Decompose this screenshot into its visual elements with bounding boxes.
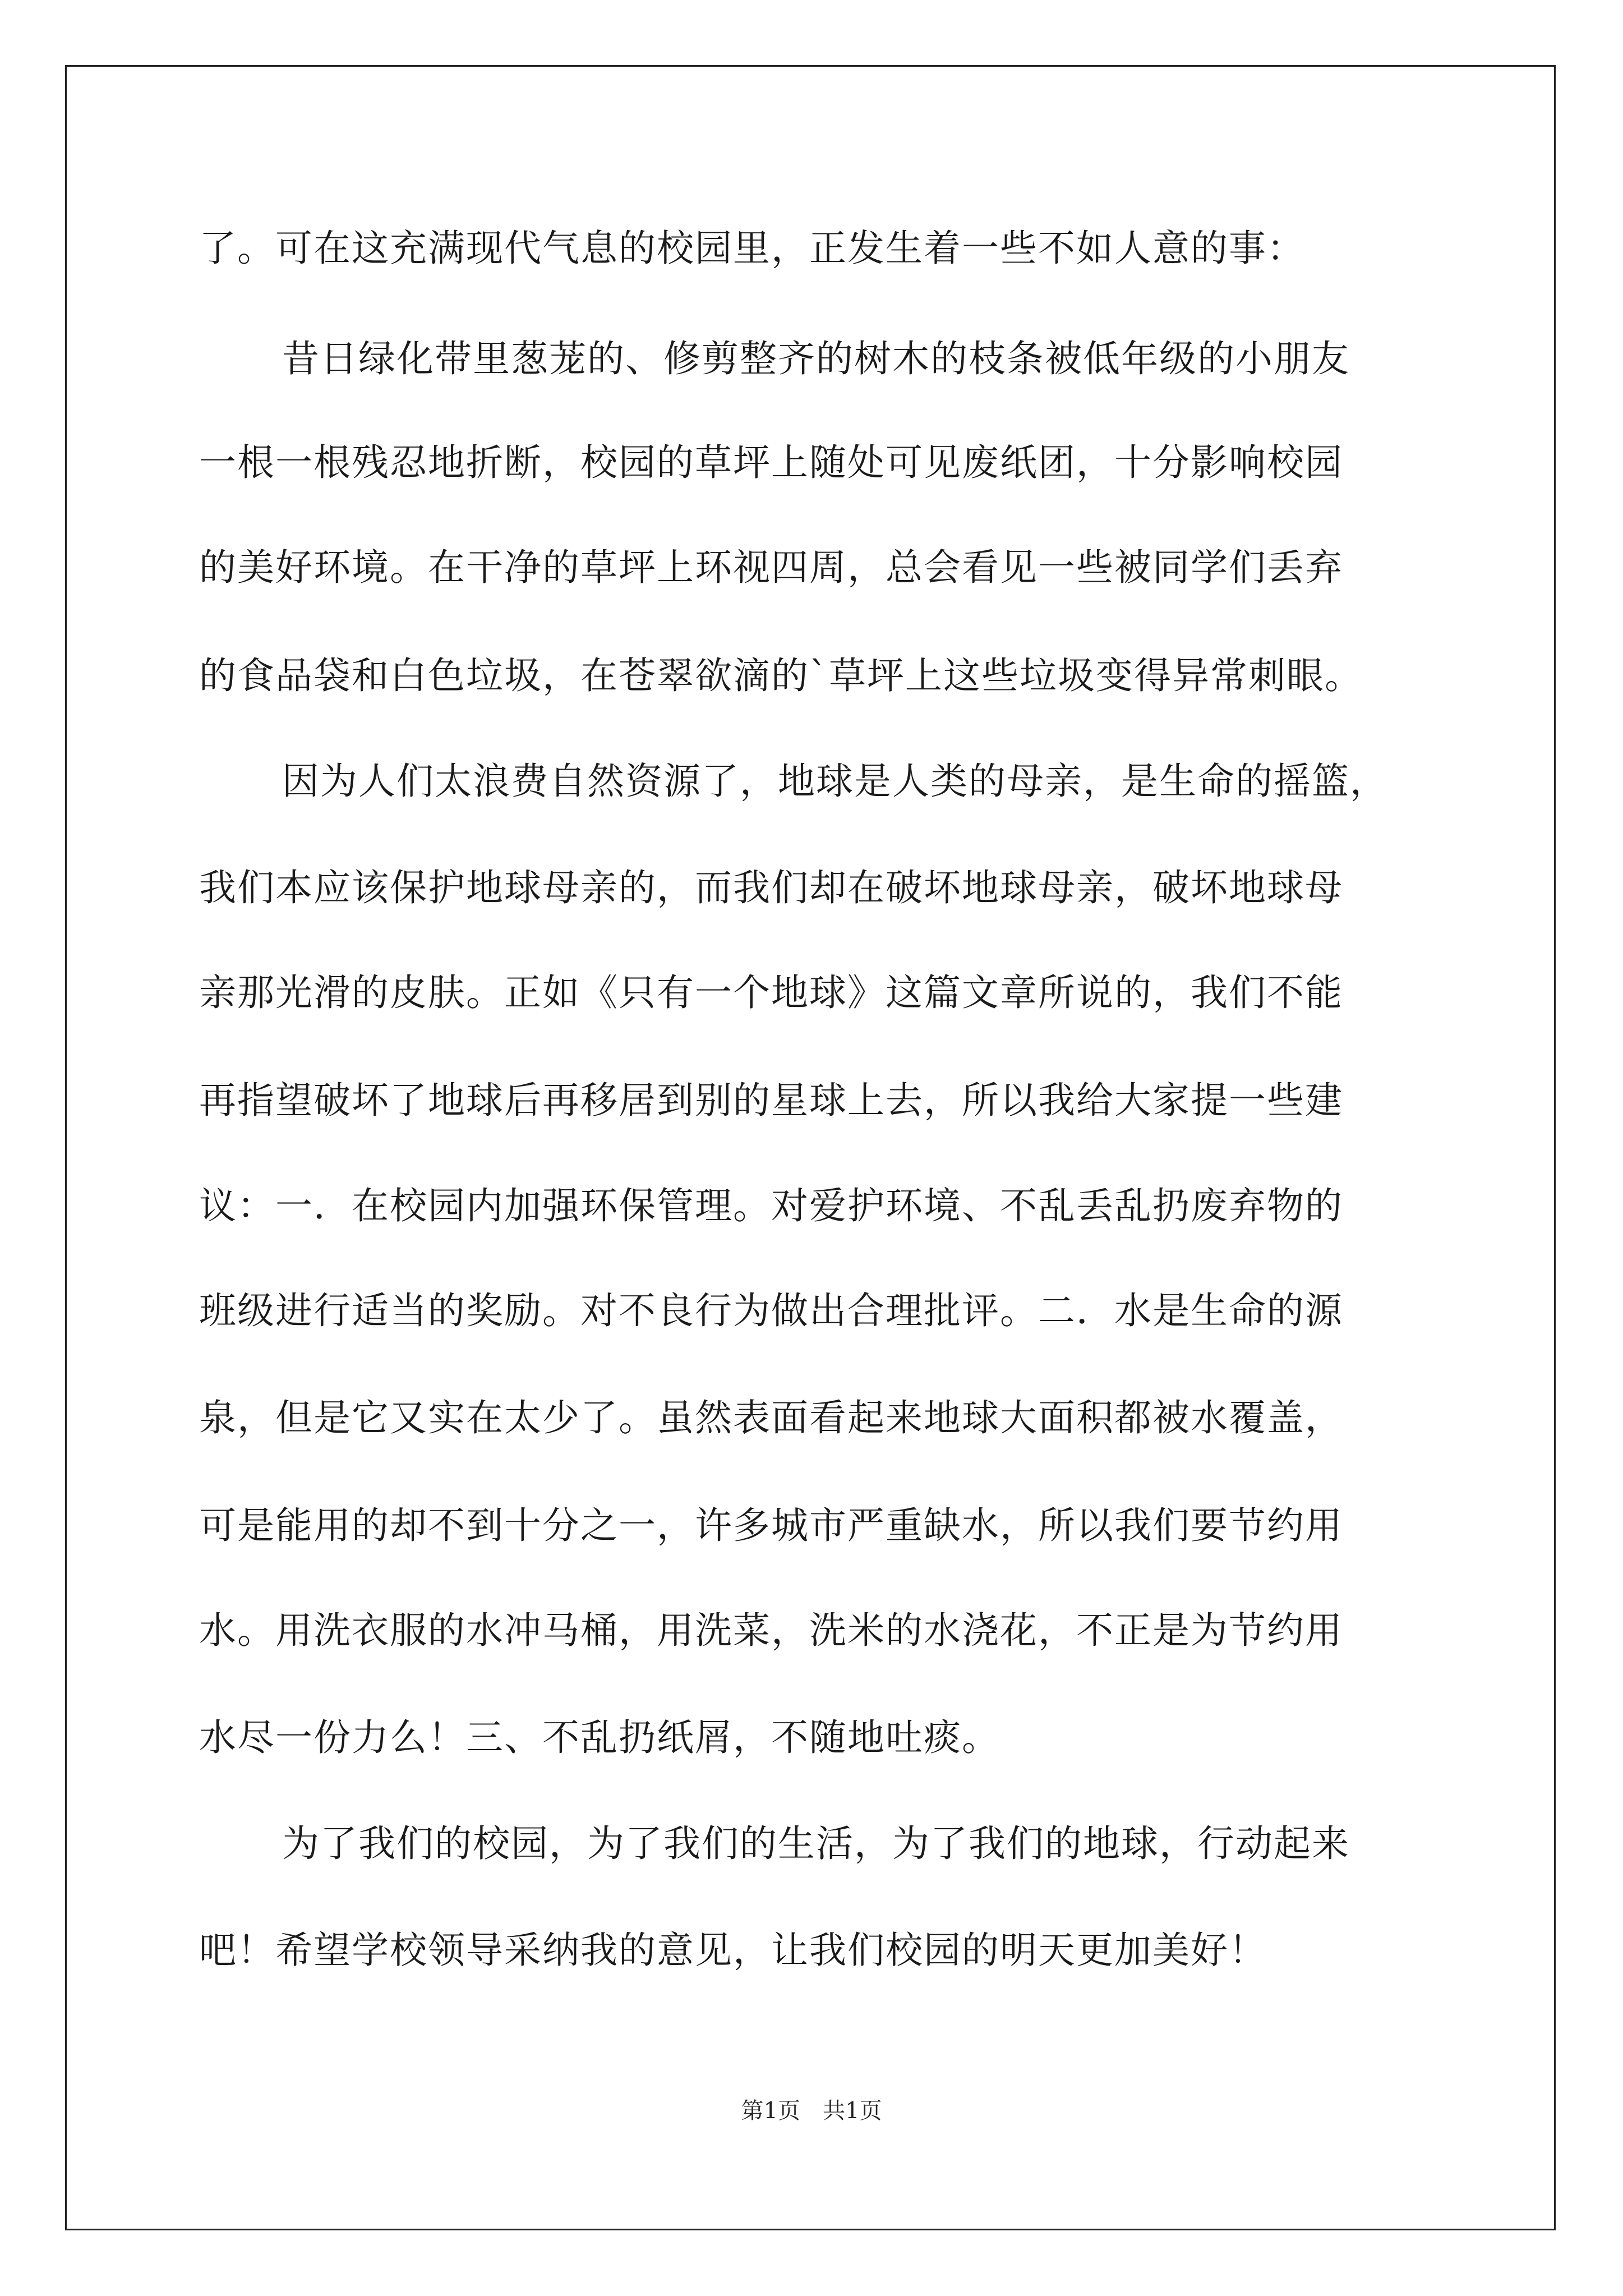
- text-line-17: 吧！希望学校领导采纳我的意见，让我们校园的明天更加美好！: [199, 1929, 1267, 1972]
- page-number-footer: 第1页 共1页: [741, 2098, 882, 2124]
- text-line-14: 水。用洗衣服的水冲马桶，用洗菜，洗米的水浇花，不正是为节约用: [199, 1609, 1343, 1652]
- text-line-11: 班级进行适当的奖励。对不良行为做出合理批评。二．水是生命的源: [199, 1289, 1343, 1332]
- text-line-10: 议：一．在校园内加强环保管理。对爱护环境、不乱丢乱扔废弃物的: [199, 1184, 1343, 1227]
- text-line-9: 再指望破坏了地球后再移居到别的星球上去，所以我给大家提一些建: [199, 1079, 1343, 1122]
- text-line-12: 泉，但是它又实在太少了。虽然表面看起来地球大面积都被水覆盖，: [199, 1396, 1343, 1439]
- text-line-8: 亲那光滑的皮肤。正如《只有一个地球》这篇文章所说的，我们不能: [199, 971, 1343, 1014]
- text-line-2: 昔日绿化带里葱茏的、修剪整齐的树木的枝条被低年级的小朋友: [282, 337, 1350, 380]
- text-line-4: 的美好环境。在干净的草坪上环视四周，总会看见一些被同学们丢弃: [199, 546, 1343, 589]
- text-line-16: 为了我们的校园，为了我们的生活，为了我们的地球，行动起来: [282, 1822, 1350, 1865]
- text-line-13: 可是能用的却不到十分之一，许多城市严重缺水，所以我们要节约用: [199, 1504, 1343, 1547]
- text-line-7: 我们本应该保护地球母亲的，而我们却在破坏地球母亲，破坏地球母: [199, 866, 1343, 909]
- text-line-6: 因为人们太浪费自然资源了，地球是人类的母亲，是生命的摇篮，: [282, 760, 1388, 803]
- text-line-3: 一根一根残忍地折断，校园的草坪上随处可见废纸团，十分影响校园: [199, 441, 1343, 484]
- text-line-1: 了。可在这充满现代气息的校园里，正发生着一些不如人意的事：: [199, 227, 1305, 270]
- page-frame: [65, 65, 1556, 2230]
- text-line-15: 水尽一份力么！三、不乱扔纸屑，不随地吐痰。: [199, 1716, 1000, 1759]
- text-line-5: 的食品袋和白色垃圾，在苍翠欲滴的`草坪上这些垃圾变得异常刺眼。: [199, 654, 1363, 697]
